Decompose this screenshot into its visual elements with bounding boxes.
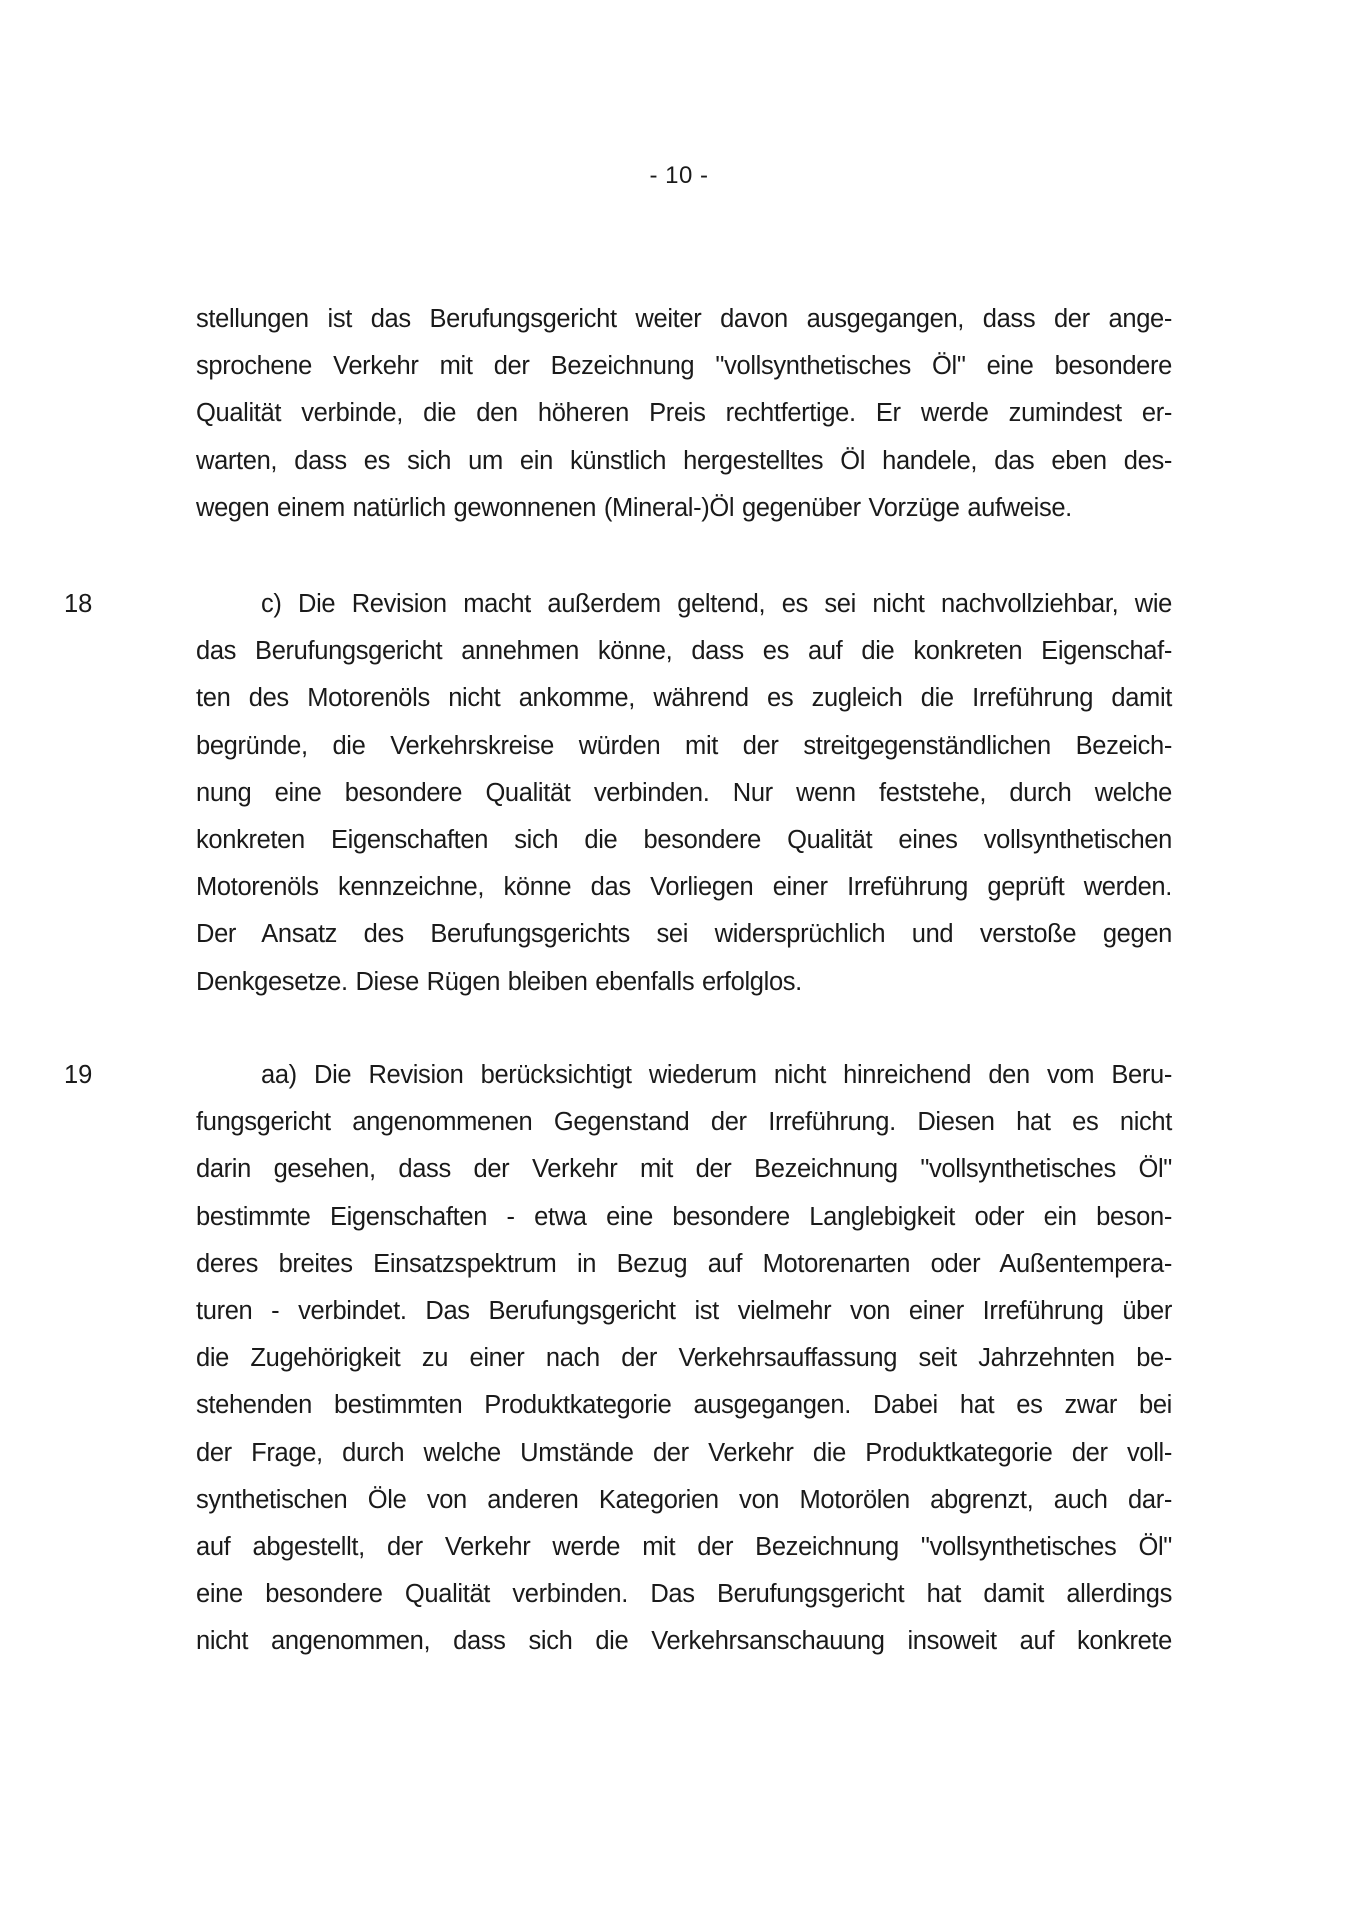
margin-number-18: 18 (64, 590, 93, 618)
text-line: c) Die Revision macht außerdem geltend, es sei nicht nachvollziehbar, wie (261, 590, 1172, 618)
text-line: auf abgestellt, der Verkehr werde mit der Bezeichnung "vollsynthetisches Öl" (196, 1532, 1172, 1561)
text-line: synthetischen Öle von anderen Kategorien von Motorölen abgrenzt, auch dar- (196, 1485, 1172, 1514)
text-line: darin gesehen, dass der Verkehr mit der Bezeichnung "vollsynthetisches Öl" (196, 1155, 1172, 1184)
text-line: ten des Motorenöls nicht ankomme, während es zugleich die Irreführung damit (196, 684, 1172, 713)
page-number: - 10 - (649, 162, 709, 189)
text-line: nicht angenommen, dass sich die Verkehrsanschauung insoweit auf konkrete (196, 1627, 1172, 1656)
text-line: turen - verbindet. Das Berufungsgericht ist vielmehr von einer Irreführung über (196, 1296, 1172, 1325)
text-line: nung eine besondere Qualität verbinden. Nur wenn feststehe, durch welche (196, 778, 1172, 807)
text-line: begründe, die Verkehrskreise würden mit der streitgegenständlichen Bezeich- (196, 731, 1172, 760)
text-line: bestimmte Eigenschaften - etwa eine besondere Langlebigkeit oder ein beson- (196, 1202, 1172, 1231)
text-line: wegen einem natürlich gewonnenen (Mineral-)Öl gegenüber Vorzüge aufweise. (196, 493, 1072, 522)
text-line: konkreten Eigenschaften sich die besondere Qualität eines vollsynthetischen (196, 825, 1172, 854)
text-line: das Berufungsgericht annehmen könne, dass es auf die konkreten Eigenschaf- (196, 637, 1172, 666)
text-line: Qualität verbinde, die den höheren Preis rechtfertige. Er werde zumindest er- (196, 399, 1172, 428)
text-line: Denkgesetze. Diese Rügen bleiben ebenfalls erfolglos. (196, 967, 802, 996)
paragraph-19 (196, 1052, 1172, 1665)
text-line: fungsgericht angenommenen Gegenstand der Irreführung. Diesen hat es nicht (196, 1108, 1172, 1137)
text-line: stehenden bestimmten Produktkategorie ausgegangen. Dabei hat es zwar bei (196, 1391, 1172, 1420)
text-line: Motorenöls kennzeichne, könne das Vorliegen einer Irreführung geprüft werden. (196, 873, 1172, 902)
text-line: stellungen ist das Berufungsgericht weiter davon ausgegangen, dass der ange- (196, 305, 1172, 333)
text-line: deres breites Einsatzspektrum in Bezug auf Motorenarten oder Außentempera- (196, 1249, 1172, 1278)
text-line: eine besondere Qualität verbinden. Das Berufungsgericht hat damit allerdings (196, 1580, 1172, 1609)
paragraph-continuation (196, 296, 1172, 532)
margin-number-19: 19 (64, 1061, 93, 1089)
text-line: Der Ansatz des Berufungsgerichts sei widersprüchlich und verstoße gegen (196, 920, 1172, 949)
text-line: die Zugehörigkeit zu einer nach der Verkehrsauffassung seit Jahrzehnten be- (196, 1344, 1172, 1373)
text-line: der Frage, durch welche Umstände der Verkehr die Produktkategorie der voll- (196, 1438, 1172, 1467)
paragraph-18 (196, 581, 1172, 1006)
text-line: sprochene Verkehr mit der Bezeichnung "vollsynthetisches Öl" eine besondere (196, 352, 1172, 381)
text-line: warten, dass es sich um ein künstlich hergestelltes Öl handele, das eben des- (196, 446, 1172, 475)
text-line: aa) Die Revision berücksichtigt wiederum nicht hinreichend den vom Beru- (261, 1061, 1172, 1089)
